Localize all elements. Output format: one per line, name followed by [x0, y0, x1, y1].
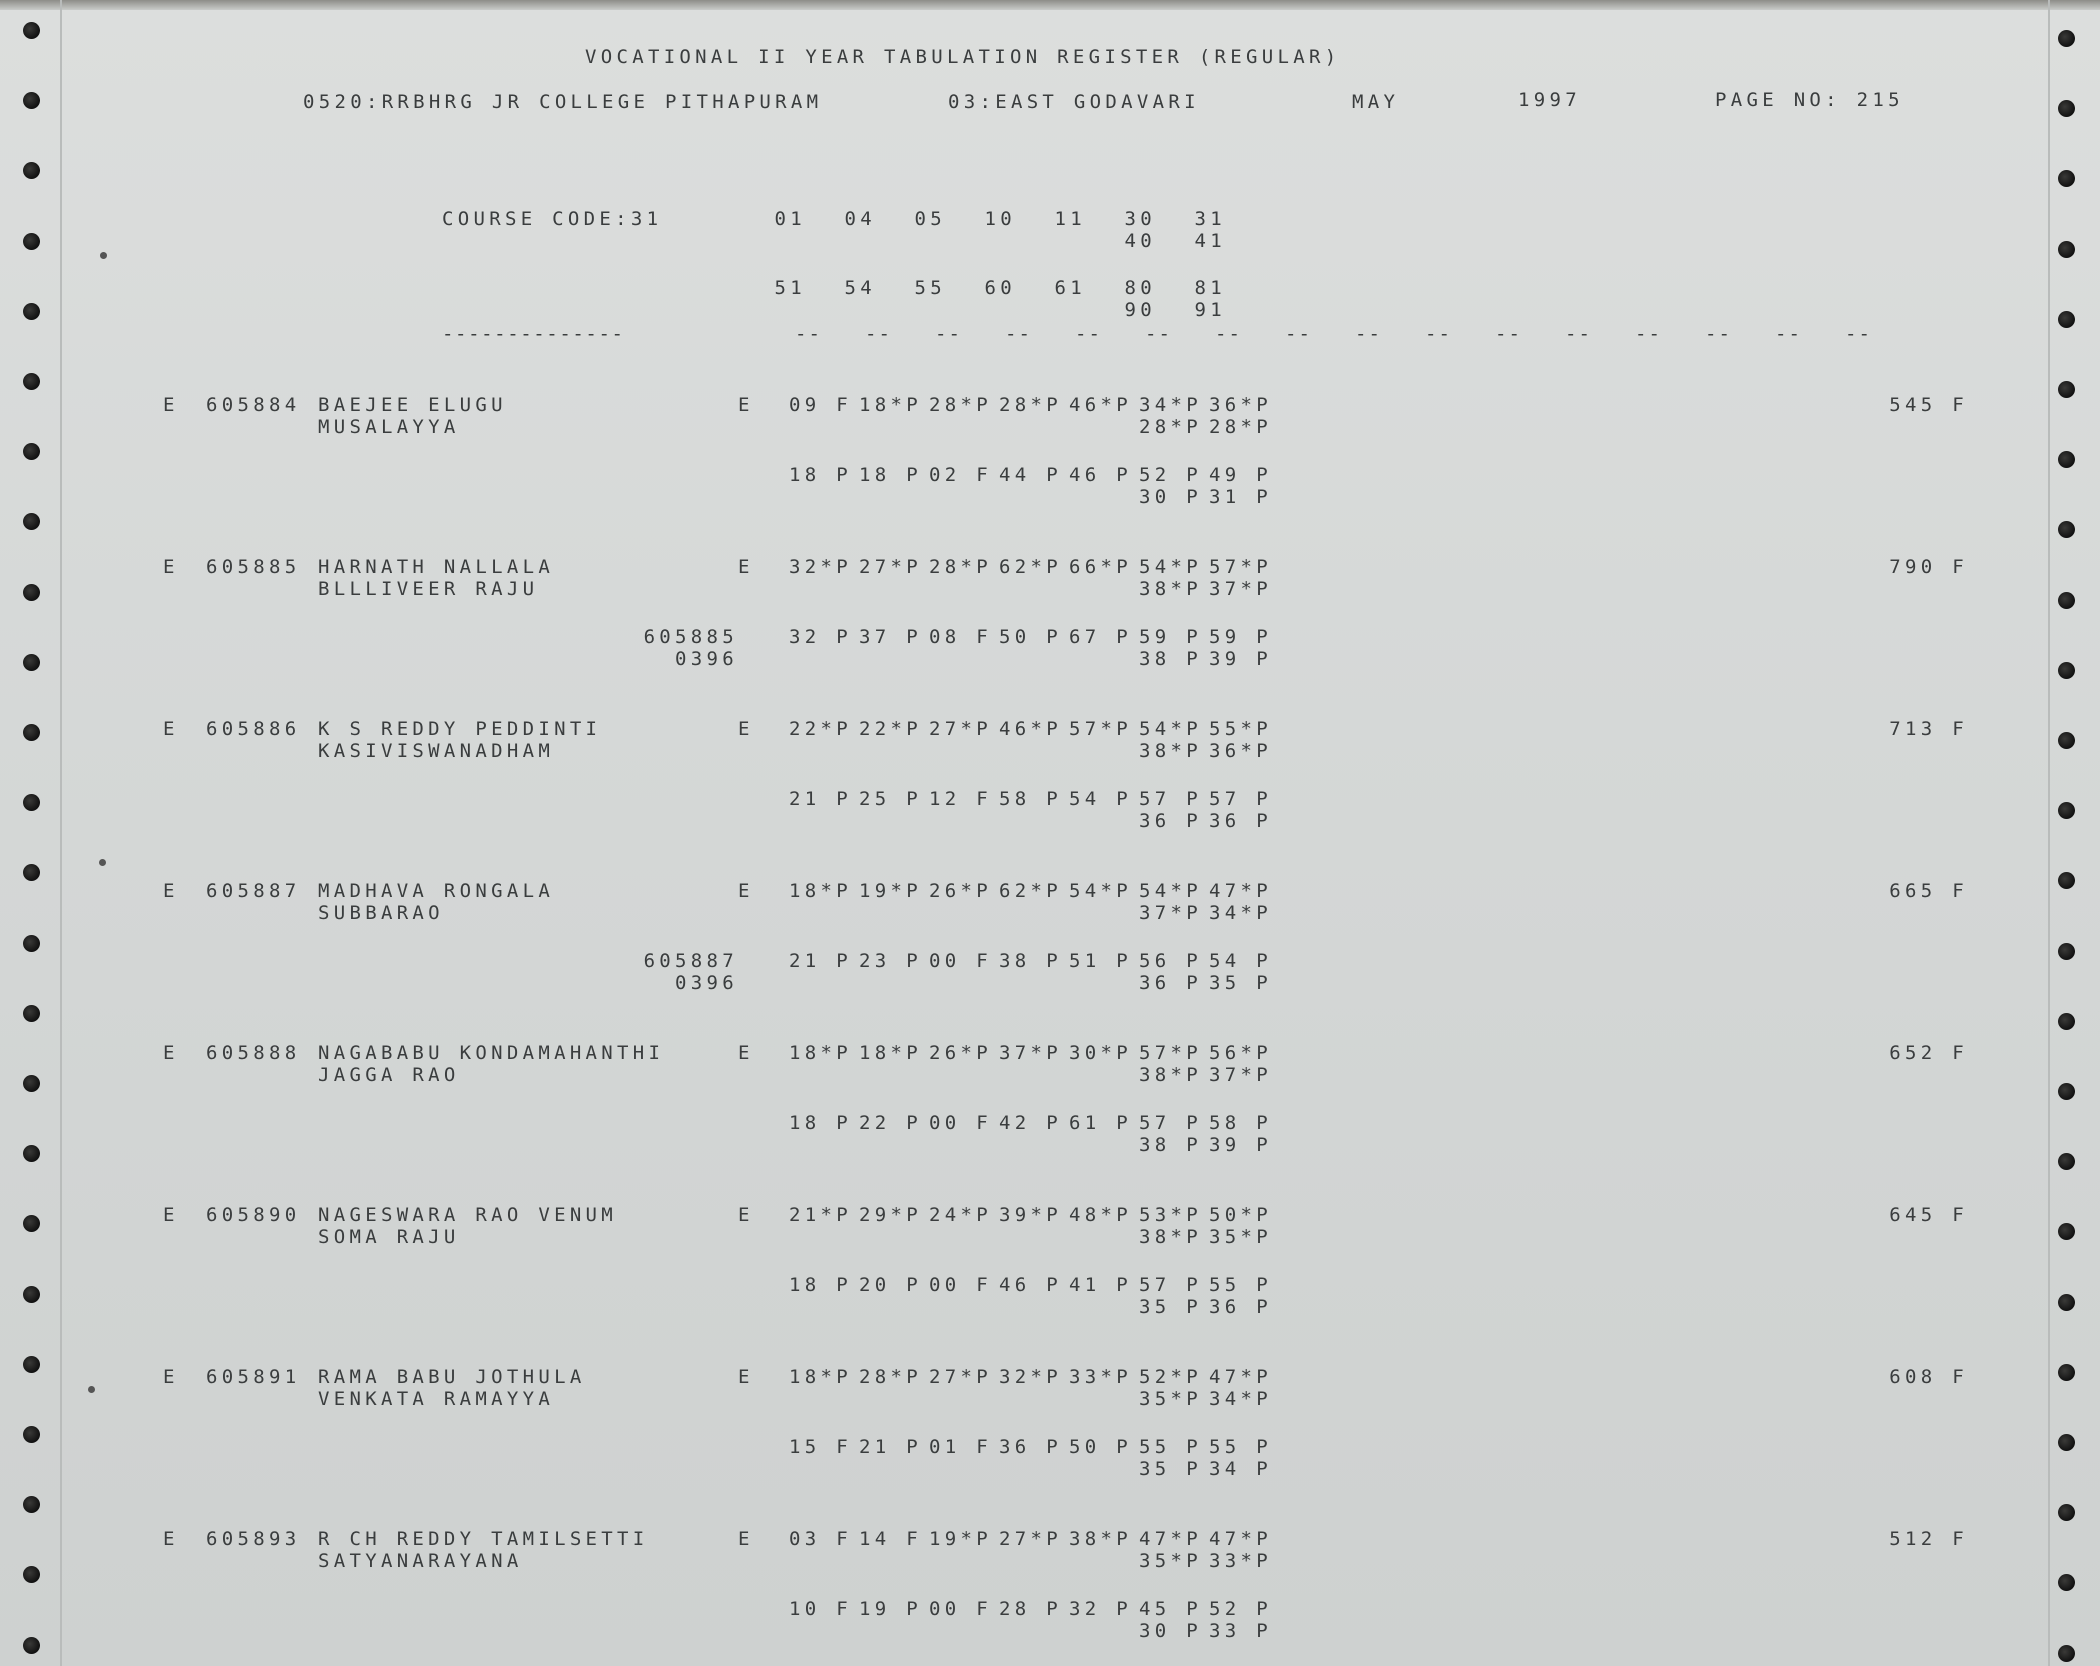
- tractor-hole: [2058, 100, 2075, 117]
- mark-cell: 67 P: [1069, 626, 1132, 648]
- mark-cell: 59 P: [1139, 626, 1202, 648]
- mark-cell: 00 F: [929, 950, 992, 972]
- mark-cell: 57*P: [1139, 1042, 1202, 1064]
- mark-cell: 52*P: [1139, 1366, 1202, 1388]
- student-name-line2: MUSALAYYA: [318, 416, 460, 438]
- mark-cell: 36*P: [1209, 394, 1272, 416]
- mark-cell: 22 P: [859, 1112, 922, 1134]
- tractor-hole: [23, 1426, 40, 1443]
- tractor-hole: [2058, 872, 2075, 889]
- student-name-line2: SATYANARAYANA: [318, 1550, 523, 1572]
- mark-cell: 19 P: [859, 1598, 922, 1620]
- exam-year: 1997: [1518, 89, 1581, 111]
- subject-code: 61: [1054, 277, 1086, 299]
- mark-cell: 28*P: [929, 394, 992, 416]
- mark-cell: 46 P: [999, 1274, 1062, 1296]
- tractor-hole: [23, 1356, 40, 1373]
- mark-cell: 36 P: [1139, 810, 1202, 832]
- course-code: COURSE CODE:31: [442, 208, 663, 230]
- mark-cell: 18 P: [859, 464, 922, 486]
- subject-code: 51: [774, 277, 806, 299]
- mark-cell: 52 P: [1209, 1598, 1272, 1620]
- mark-cell: 35*P: [1139, 1550, 1202, 1572]
- mark-cell: 56 P: [1139, 950, 1202, 972]
- tractor-hole: [2058, 241, 2075, 258]
- mark-cell: 38*P: [1139, 578, 1202, 600]
- total-result: 665 F: [1889, 880, 1968, 902]
- district-name: 03:EAST GODAVARI: [948, 91, 1200, 113]
- mark-cell: 19*P: [859, 880, 922, 902]
- column-dash: --: [1425, 323, 1452, 345]
- medium-code: E: [738, 880, 754, 902]
- student-name: K S REDDY PEDDINTI: [318, 718, 602, 740]
- mark-cell: 38 P: [1139, 1134, 1202, 1156]
- column-dash: --: [1565, 323, 1592, 345]
- tractor-hole: [23, 864, 40, 881]
- medium-code: E: [738, 1204, 754, 1226]
- medium-code: E: [738, 1042, 754, 1064]
- mark-cell: 02 F: [929, 464, 992, 486]
- mark-cell: 54 P: [1069, 788, 1132, 810]
- mark-cell: 62*P: [999, 556, 1062, 578]
- tractor-hole: [2058, 1083, 2075, 1100]
- mark-cell: 50 P: [999, 626, 1062, 648]
- mark-cell: 19*P: [929, 1528, 992, 1550]
- mark-cell: 37*P: [1139, 902, 1202, 924]
- tractor-hole: [23, 443, 40, 460]
- mark-cell: 27*P: [929, 1366, 992, 1388]
- medium-code: E: [738, 1528, 754, 1550]
- mark-cell: 27*P: [929, 718, 992, 740]
- mark-cell: 46*P: [1069, 394, 1132, 416]
- mark-cell: 21 P: [789, 788, 852, 810]
- student-name: R CH REDDY TAMILSETTI: [318, 1528, 649, 1550]
- mark-cell: 18*P: [789, 880, 852, 902]
- mark-cell: 01 F: [929, 1436, 992, 1458]
- exam-type: E: [163, 718, 179, 740]
- mark-cell: 35 P: [1209, 972, 1272, 994]
- mark-cell: 57 P: [1139, 788, 1202, 810]
- mark-cell: 38 P: [999, 950, 1062, 972]
- mark-cell: 57 P: [1209, 788, 1272, 810]
- mark-cell: 54*P: [1139, 718, 1202, 740]
- mark-cell: 28 P: [999, 1598, 1062, 1620]
- mark-cell: 59 P: [1209, 626, 1272, 648]
- mark-cell: 21 P: [859, 1436, 922, 1458]
- mark-cell: 21 P: [789, 950, 852, 972]
- subject-code: 11: [1054, 208, 1086, 230]
- tractor-hole: [23, 22, 40, 39]
- right-margin-line: [2048, 0, 2050, 1666]
- mark-cell: 50*P: [1209, 1204, 1272, 1226]
- mark-cell: 09 F: [789, 394, 852, 416]
- mark-cell: 18 P: [789, 464, 852, 486]
- tractor-hole: [23, 1075, 40, 1092]
- subject-code: 91: [1194, 299, 1226, 321]
- tractor-hole: [2058, 451, 2075, 468]
- student-name-line2: SOMA RAJU: [318, 1226, 460, 1248]
- column-dash: --: [1145, 323, 1172, 345]
- stray-mark: [88, 1386, 95, 1393]
- subject-code: 41: [1194, 230, 1226, 252]
- mark-cell: 47*P: [1209, 1366, 1272, 1388]
- mark-cell: 23 P: [859, 950, 922, 972]
- medium-code: E: [738, 394, 754, 416]
- page-number: PAGE NO: 215: [1715, 89, 1904, 111]
- subject-code: 54: [844, 277, 876, 299]
- mark-cell: 22*P: [789, 718, 852, 740]
- mark-cell: 35 P: [1139, 1296, 1202, 1318]
- mark-cell: 34 P: [1209, 1458, 1272, 1480]
- mark-cell: 28*P: [929, 556, 992, 578]
- subject-code: 55: [914, 277, 946, 299]
- roll-number: 605891: [206, 1366, 301, 1388]
- mark-cell: 14 F: [859, 1528, 922, 1550]
- mark-cell: 26*P: [929, 1042, 992, 1064]
- mark-cell: 00 F: [929, 1274, 992, 1296]
- roll-number: 605888: [206, 1042, 301, 1064]
- mark-cell: 45 P: [1139, 1598, 1202, 1620]
- mark-cell: 49 P: [1209, 464, 1272, 486]
- tractor-hole: [2058, 1013, 2075, 1030]
- tractor-hole: [23, 1005, 40, 1022]
- roll-number: 605887: [206, 880, 301, 902]
- mark-cell: 35*P: [1139, 1388, 1202, 1410]
- mark-cell: 18*P: [859, 394, 922, 416]
- column-dash: --: [795, 323, 822, 345]
- exam-type: E: [163, 1042, 179, 1064]
- total-result: 652 F: [1889, 1042, 1968, 1064]
- mark-cell: 18*P: [859, 1042, 922, 1064]
- mark-cell: 03 F: [789, 1528, 852, 1550]
- course-underline: --------------: [442, 323, 625, 345]
- mark-cell: 35*P: [1209, 1226, 1272, 1248]
- mark-cell: 54*P: [1139, 880, 1202, 902]
- mark-cell: 54*P: [1069, 880, 1132, 902]
- student-name: RAMA BABU JOTHULA: [318, 1366, 586, 1388]
- mark-cell: 57 P: [1139, 1274, 1202, 1296]
- mark-cell: 46*P: [999, 718, 1062, 740]
- mark-cell: 38*P: [1139, 740, 1202, 762]
- mark-cell: 27*P: [859, 556, 922, 578]
- subject-code: 40: [1124, 230, 1156, 252]
- medium-code: E: [738, 556, 754, 578]
- mark-cell: 18*P: [789, 1366, 852, 1388]
- tractor-hole: [2058, 381, 2075, 398]
- mark-cell: 57 P: [1139, 1112, 1202, 1134]
- mark-cell: 37*P: [1209, 578, 1272, 600]
- column-dash: --: [1005, 323, 1032, 345]
- tractor-hole: [2058, 943, 2075, 960]
- tractor-hole: [2058, 802, 2075, 819]
- tractor-hole: [23, 654, 40, 671]
- mark-cell: 33 P: [1209, 1620, 1272, 1642]
- tractor-hole: [2058, 30, 2075, 47]
- total-result: 713 F: [1889, 718, 1968, 740]
- exam-type: E: [163, 1204, 179, 1226]
- subject-code: 31: [1194, 208, 1226, 230]
- mark-cell: 31 P: [1209, 486, 1272, 508]
- mark-cell: 54 P: [1209, 950, 1272, 972]
- mark-cell: 28*P: [1209, 416, 1272, 438]
- mark-cell: 34*P: [1209, 1388, 1272, 1410]
- mark-cell: 20 P: [859, 1274, 922, 1296]
- mark-cell: 34*P: [1139, 394, 1202, 416]
- tractor-hole: [2058, 1574, 2075, 1591]
- tractor-hole: [23, 724, 40, 741]
- top-edge: [0, 0, 2100, 10]
- mark-cell: 28*P: [999, 394, 1062, 416]
- exam-type: E: [163, 1528, 179, 1550]
- mark-cell: 47*P: [1139, 1528, 1202, 1550]
- exam-type: E: [163, 556, 179, 578]
- register-title: VOCATIONAL II YEAR TABULATION REGISTER (REGULAR): [585, 46, 1341, 68]
- tractor-hole: [23, 233, 40, 250]
- medium-code: E: [738, 1366, 754, 1388]
- column-dash: --: [1845, 323, 1872, 345]
- subject-code: 04: [844, 208, 876, 230]
- reference-number: 605885: [643, 626, 738, 648]
- mark-cell: 35 P: [1139, 1458, 1202, 1480]
- subject-code: 80: [1124, 277, 1156, 299]
- mark-cell: 32*P: [999, 1366, 1062, 1388]
- mark-cell: 55 P: [1139, 1436, 1202, 1458]
- tractor-hole: [23, 303, 40, 320]
- student-name: NAGESWARA RAO VENUM: [318, 1204, 618, 1226]
- mark-cell: 18 P: [789, 1112, 852, 1134]
- mark-cell: 29*P: [859, 1204, 922, 1226]
- column-dash: --: [1635, 323, 1662, 345]
- subject-code: 01: [774, 208, 806, 230]
- mark-cell: 27*P: [999, 1528, 1062, 1550]
- column-dash: --: [1355, 323, 1382, 345]
- column-dash: --: [935, 323, 962, 345]
- mark-cell: 28*P: [1139, 416, 1202, 438]
- roll-number: 605885: [206, 556, 301, 578]
- mark-cell: 24*P: [929, 1204, 992, 1226]
- student-name-line2: KASIVISWANADHAM: [318, 740, 555, 762]
- mark-cell: 37 P: [859, 626, 922, 648]
- mark-cell: 47*P: [1209, 1528, 1272, 1550]
- mark-cell: 57*P: [1069, 718, 1132, 740]
- mark-cell: 55 P: [1209, 1274, 1272, 1296]
- mark-cell: 36*P: [1209, 740, 1272, 762]
- mark-cell: 32 P: [1069, 1598, 1132, 1620]
- mark-cell: 34*P: [1209, 902, 1272, 924]
- tractor-hole: [2058, 311, 2075, 328]
- column-dash: --: [1285, 323, 1312, 345]
- mark-cell: 38*P: [1069, 1528, 1132, 1550]
- tractor-hole: [2058, 1434, 2075, 1451]
- mark-cell: 30 P: [1139, 486, 1202, 508]
- subject-code: 60: [984, 277, 1016, 299]
- exam-month: MAY: [1352, 91, 1400, 113]
- total-result: 545 F: [1889, 394, 1968, 416]
- tractor-hole: [2058, 662, 2075, 679]
- subject-code: 10: [984, 208, 1016, 230]
- reference-code: 0396: [675, 972, 738, 994]
- mark-cell: 28*P: [859, 1366, 922, 1388]
- left-margin-line: [60, 0, 62, 1666]
- mark-cell: 18 P: [789, 1274, 852, 1296]
- tractor-hole: [23, 373, 40, 390]
- tractor-hole: [23, 1496, 40, 1513]
- college-name: 0520:RRBHRG JR COLLEGE PITHAPURAM: [303, 91, 823, 113]
- mark-cell: 44 P: [999, 464, 1062, 486]
- mark-cell: 00 F: [929, 1112, 992, 1134]
- reference-code: 0396: [675, 648, 738, 670]
- mark-cell: 08 F: [929, 626, 992, 648]
- subject-code: 05: [914, 208, 946, 230]
- subject-code: 90: [1124, 299, 1156, 321]
- medium-code: E: [738, 718, 754, 740]
- tractor-hole: [23, 794, 40, 811]
- stray-mark: [99, 859, 106, 866]
- mark-cell: 53*P: [1139, 1204, 1202, 1226]
- total-result: 608 F: [1889, 1366, 1968, 1388]
- mark-cell: 12 F: [929, 788, 992, 810]
- mark-cell: 51 P: [1069, 950, 1132, 972]
- mark-cell: 25 P: [859, 788, 922, 810]
- mark-cell: 62*P: [999, 880, 1062, 902]
- mark-cell: 10 F: [789, 1598, 852, 1620]
- column-dash: --: [1075, 323, 1102, 345]
- mark-cell: 38*P: [1139, 1226, 1202, 1248]
- student-name: BAEJEE ELUGU: [318, 394, 507, 416]
- subject-code: 30: [1124, 208, 1156, 230]
- mark-cell: 22*P: [859, 718, 922, 740]
- tractor-hole: [23, 513, 40, 530]
- exam-type: E: [163, 1366, 179, 1388]
- mark-cell: 33*P: [1209, 1550, 1272, 1572]
- exam-type: E: [163, 880, 179, 902]
- student-name-line2: JAGGA RAO: [318, 1064, 460, 1086]
- mark-cell: 55 P: [1209, 1436, 1272, 1458]
- mark-cell: 39 P: [1209, 648, 1272, 670]
- exam-type: E: [163, 394, 179, 416]
- mark-cell: 18*P: [789, 1042, 852, 1064]
- mark-cell: 54*P: [1139, 556, 1202, 578]
- mark-cell: 37*P: [1209, 1064, 1272, 1086]
- column-dash: --: [1215, 323, 1242, 345]
- mark-cell: 15 F: [789, 1436, 852, 1458]
- mark-cell: 26*P: [929, 880, 992, 902]
- mark-cell: 32*P: [789, 556, 852, 578]
- mark-cell: 36 P: [1209, 810, 1272, 832]
- mark-cell: 52 P: [1139, 464, 1202, 486]
- tractor-hole: [23, 935, 40, 952]
- tractor-hole: [23, 1215, 40, 1232]
- column-dash: --: [1705, 323, 1732, 345]
- mark-cell: 00 F: [929, 1598, 992, 1620]
- mark-cell: 37*P: [999, 1042, 1062, 1064]
- mark-cell: 36 P: [1209, 1296, 1272, 1318]
- roll-number: 605884: [206, 394, 301, 416]
- mark-cell: 58 P: [999, 788, 1062, 810]
- total-result: 512 F: [1889, 1528, 1968, 1550]
- mark-cell: 41 P: [1069, 1274, 1132, 1296]
- tractor-hole: [2058, 1504, 2075, 1521]
- student-name: HARNATH NALLALA: [318, 556, 555, 578]
- stray-mark: [100, 252, 107, 259]
- column-dash: --: [1775, 323, 1802, 345]
- tractor-hole: [2058, 170, 2075, 187]
- mark-cell: 57*P: [1209, 556, 1272, 578]
- column-dash: --: [865, 323, 892, 345]
- student-name-line2: VENKATA RAMAYYA: [318, 1388, 555, 1410]
- student-name: MADHAVA RONGALA: [318, 880, 555, 902]
- reference-number: 605887: [643, 950, 738, 972]
- tractor-hole: [2058, 1294, 2075, 1311]
- tractor-hole: [23, 162, 40, 179]
- student-name-line2: BLLLIVEER RAJU: [318, 578, 539, 600]
- mark-cell: 42 P: [999, 1112, 1062, 1134]
- mark-cell: 21*P: [789, 1204, 852, 1226]
- mark-cell: 58 P: [1209, 1112, 1272, 1134]
- mark-cell: 36 P: [1139, 972, 1202, 994]
- roll-number: 605890: [206, 1204, 301, 1226]
- roll-number: 605893: [206, 1528, 301, 1550]
- tractor-hole: [2058, 732, 2075, 749]
- mark-cell: 30*P: [1069, 1042, 1132, 1064]
- mark-cell: 46 P: [1069, 464, 1132, 486]
- tractor-hole: [23, 584, 40, 601]
- tractor-hole: [23, 92, 40, 109]
- mark-cell: 39*P: [999, 1204, 1062, 1226]
- mark-cell: 32 P: [789, 626, 852, 648]
- mark-cell: 55*P: [1209, 718, 1272, 740]
- mark-cell: 38*P: [1139, 1064, 1202, 1086]
- student-name: NAGABABU KONDAMAHANTHI: [318, 1042, 665, 1064]
- tractor-hole: [23, 1566, 40, 1583]
- roll-number: 605886: [206, 718, 301, 740]
- tractor-hole: [2058, 1364, 2075, 1381]
- tractor-hole: [2058, 1223, 2075, 1240]
- tractor-hole: [2058, 1645, 2075, 1662]
- total-result: 645 F: [1889, 1204, 1968, 1226]
- mark-cell: 33*P: [1069, 1366, 1132, 1388]
- mark-cell: 48*P: [1069, 1204, 1132, 1226]
- mark-cell: 47*P: [1209, 880, 1272, 902]
- mark-cell: 50 P: [1069, 1436, 1132, 1458]
- mark-cell: 66*P: [1069, 556, 1132, 578]
- tractor-hole: [23, 1145, 40, 1162]
- student-name-line2: SUBBARAO: [318, 902, 444, 924]
- tractor-hole: [23, 1286, 40, 1303]
- mark-cell: 36 P: [999, 1436, 1062, 1458]
- subject-code: 81: [1194, 277, 1226, 299]
- mark-cell: 38 P: [1139, 648, 1202, 670]
- column-dash: --: [1495, 323, 1522, 345]
- mark-cell: 30 P: [1139, 1620, 1202, 1642]
- mark-cell: 56*P: [1209, 1042, 1272, 1064]
- total-result: 790 F: [1889, 556, 1968, 578]
- tractor-hole: [2058, 1153, 2075, 1170]
- tractor-hole: [23, 1637, 40, 1654]
- tractor-hole: [2058, 521, 2075, 538]
- mark-cell: 61 P: [1069, 1112, 1132, 1134]
- tractor-hole: [2058, 592, 2075, 609]
- mark-cell: 39 P: [1209, 1134, 1272, 1156]
